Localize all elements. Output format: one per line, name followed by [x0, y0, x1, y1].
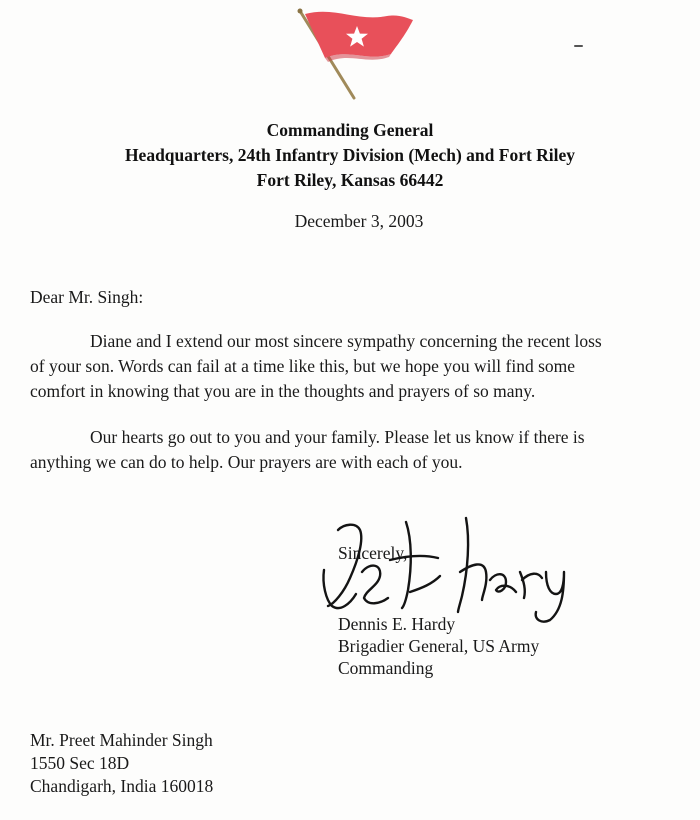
- paragraph-line: Diane and I extend our most sincere sympathy concerning the recent loss: [90, 331, 602, 351]
- recipient-name: Mr. Preet Mahinder Singh: [30, 730, 213, 750]
- letterhead-title: Commanding General: [266, 120, 434, 140]
- paper-speck: [574, 45, 583, 47]
- general-star-flag-icon: [295, 6, 420, 102]
- body-paragraph-2: [30, 425, 680, 475]
- paragraph-line: of your son. Words can fail at a time like this, but we hope you will find some: [30, 356, 576, 376]
- paragraph-line: anything we can do to help. Our prayers are with each of you.: [30, 452, 463, 472]
- signatory-rank: Brigadier General, US Army: [338, 636, 540, 656]
- salutation: Dear Mr. Singh:: [30, 287, 144, 307]
- signatory-role: Commanding: [338, 658, 434, 678]
- recipient-city: Chandigarh, India 160018: [30, 776, 214, 796]
- signatory-name: Dennis E. Hardy: [338, 614, 456, 634]
- paragraph-line: comfort in knowing that you are in the thoughts and prayers of so many.: [30, 381, 536, 401]
- letterhead: [0, 118, 700, 193]
- closing: Sincerely,: [338, 543, 408, 563]
- recipient-address: [30, 729, 213, 798]
- letterhead-headquarters: Headquarters, 24th Infantry Division (Mech) and Fort Riley: [124, 145, 576, 165]
- paragraph-line: Our hearts go out to you and your family. Please let us know if there is: [90, 427, 585, 447]
- body-paragraph-1: [30, 329, 680, 404]
- letterhead-address: Fort Riley, Kansas 66442: [256, 170, 444, 190]
- handwritten-signature: [310, 500, 580, 625]
- letter-date: December 3, 2003: [294, 211, 424, 231]
- recipient-street: 1550 Sec 18D: [30, 753, 130, 773]
